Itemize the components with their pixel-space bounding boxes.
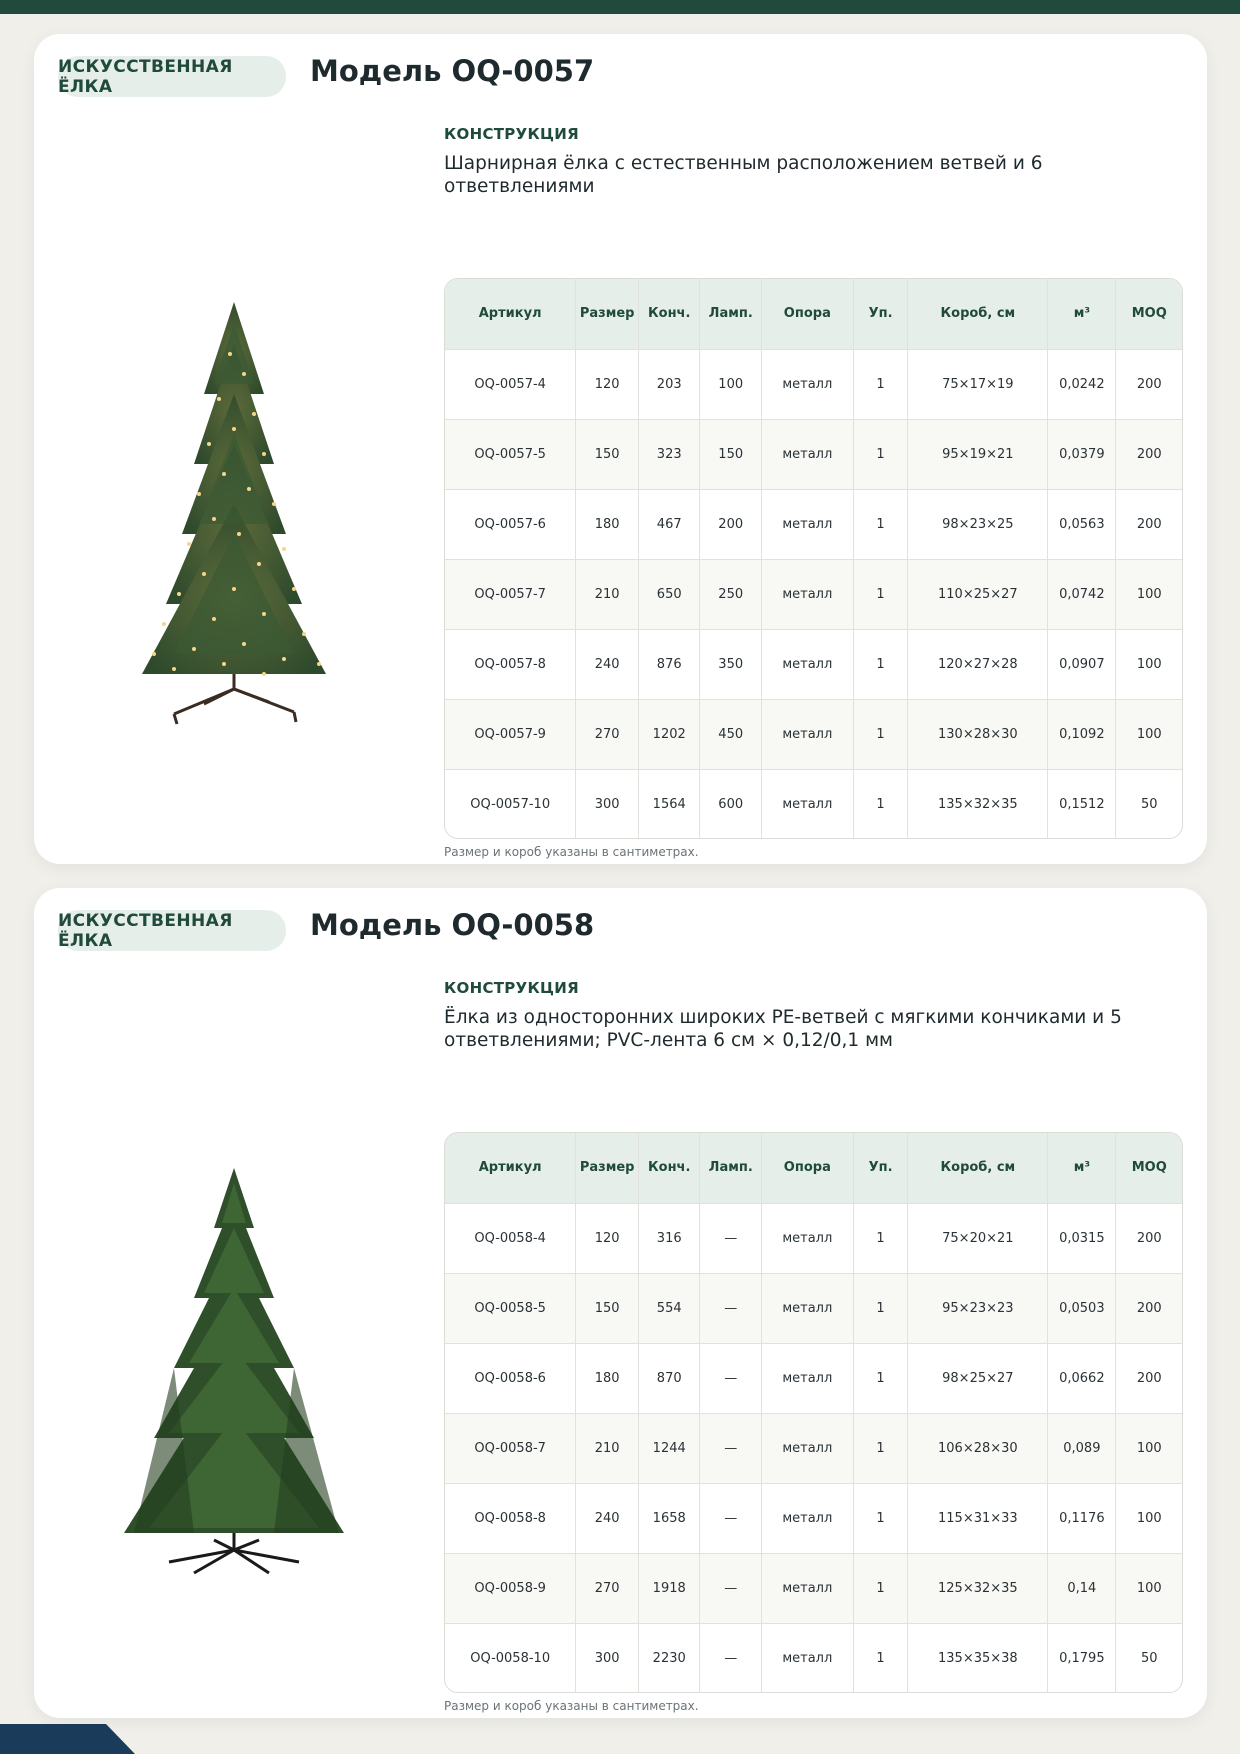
table-cell: 1 — [853, 629, 908, 699]
table-cell: металл — [761, 1623, 853, 1693]
table-cell: металл — [761, 629, 853, 699]
col-header: Артикул — [445, 279, 576, 349]
col-header: MOQ — [1116, 1133, 1182, 1203]
table-cell: 110×25×27 — [908, 559, 1048, 629]
table-cell: 1 — [853, 1623, 908, 1693]
table-header-row — [445, 1133, 1182, 1203]
table-cell: металл — [761, 349, 853, 419]
table-cell: металл — [761, 1483, 853, 1553]
table-cell: 1202 — [638, 699, 700, 769]
table-cell: — — [700, 1483, 762, 1553]
table-cell: 300 — [576, 769, 639, 839]
table-cell: 120 — [576, 1203, 639, 1273]
table-cell: 250 — [700, 559, 762, 629]
product-card — [34, 888, 1207, 1718]
table-cell: 95×19×21 — [908, 419, 1048, 489]
col-header: м³ — [1048, 279, 1116, 349]
table-cell: 0,1176 — [1048, 1483, 1116, 1553]
table-header-row — [445, 279, 1182, 349]
table-cell: 98×25×27 — [908, 1343, 1048, 1413]
table-cell: 120×27×28 — [908, 629, 1048, 699]
table-row — [445, 349, 1182, 419]
table-cell: 75×20×21 — [908, 1203, 1048, 1273]
table-row — [445, 699, 1182, 769]
table-cell: 100 — [1116, 559, 1182, 629]
table-cell: OQ-0057-5 — [445, 419, 576, 489]
table-cell: 270 — [576, 699, 639, 769]
specs-table — [444, 278, 1183, 839]
section-label: КОНСТРУКЦИЯ — [444, 125, 579, 143]
category-badge: ИСКУССТВЕННАЯ ЁЛКА — [58, 910, 286, 951]
christmas-tree-image — [54, 1088, 414, 1608]
col-header: Уп. — [853, 1133, 908, 1203]
table-cell: 316 — [638, 1203, 700, 1273]
product-description: Шарнирная ёлка с естественным расположением ветвей и 6 ответвлениями — [444, 153, 1043, 197]
table-cell: 0,0503 — [1048, 1273, 1116, 1343]
col-header: Опора — [761, 1133, 853, 1203]
table-cell: 870 — [638, 1343, 700, 1413]
table-cell: металл — [761, 559, 853, 629]
table-cell: 203 — [638, 349, 700, 419]
table-cell: 0,0379 — [1048, 419, 1116, 489]
table-cell: — — [700, 1343, 762, 1413]
table-cell: 98×23×25 — [908, 489, 1048, 559]
table-cell: 0,1795 — [1048, 1623, 1116, 1693]
col-header: Конч. — [638, 279, 700, 349]
table-cell: OQ-0057-8 — [445, 629, 576, 699]
table-cell: 200 — [1116, 1203, 1182, 1273]
table-cell: 210 — [576, 559, 639, 629]
lit-christmas-tree-image — [54, 234, 414, 754]
table-cell: 100 — [1116, 1483, 1182, 1553]
table-cell: 1 — [853, 1483, 908, 1553]
col-header: Артикул — [445, 1133, 576, 1203]
table-cell: 240 — [576, 629, 639, 699]
table-cell: 0,0242 — [1048, 349, 1116, 419]
table-cell: OQ-0058-10 — [445, 1623, 576, 1693]
table-cell: 1918 — [638, 1553, 700, 1623]
footnote: Размер и короб указаны в сантиметрах. — [444, 845, 699, 859]
table-cell: металл — [761, 699, 853, 769]
table-cell: 95×23×23 — [908, 1273, 1048, 1343]
col-header: Уп. — [853, 279, 908, 349]
table-cell: 125×32×35 — [908, 1553, 1048, 1623]
table-cell: 0,0315 — [1048, 1203, 1116, 1273]
section-label: КОНСТРУКЦИЯ — [444, 979, 579, 997]
table-cell: 0,1092 — [1048, 699, 1116, 769]
table-row — [445, 1623, 1182, 1693]
table-cell: 200 — [1116, 419, 1182, 489]
table-cell: 1564 — [638, 769, 700, 839]
col-header: Конч. — [638, 1133, 700, 1203]
table-cell: 1 — [853, 559, 908, 629]
table-cell: 100 — [1116, 629, 1182, 699]
table-row — [445, 419, 1182, 489]
table-cell: 1 — [853, 1553, 908, 1623]
corner-decoration — [0, 1724, 135, 1754]
table-cell: 200 — [700, 489, 762, 559]
product-title: Модель OQ-0057 — [310, 54, 595, 88]
table-cell: 1244 — [638, 1413, 700, 1483]
table-cell: OQ-0057-9 — [445, 699, 576, 769]
table-cell: 50 — [1116, 1623, 1182, 1693]
col-header: Размер — [576, 1133, 639, 1203]
table-cell: 270 — [576, 1553, 639, 1623]
product-description: Ёлка из односторонних широких PE-ветвей с мягкими кончиками и 5 ответвлениями; PVC-лента 6 см × 0,12/0,1 мм — [444, 1007, 1122, 1051]
table-cell: 554 — [638, 1273, 700, 1343]
table-cell: 1 — [853, 1273, 908, 1343]
table-cell: 1 — [853, 1203, 908, 1273]
table-cell: 120 — [576, 349, 639, 419]
table-cell: 100 — [700, 349, 762, 419]
table-cell: 0,14 — [1048, 1553, 1116, 1623]
table-cell: 100 — [1116, 699, 1182, 769]
table-cell: 600 — [700, 769, 762, 839]
specs-table — [444, 1132, 1183, 1693]
table-cell: 1 — [853, 419, 908, 489]
table-cell: OQ-0058-6 — [445, 1343, 576, 1413]
table-cell: металл — [761, 1203, 853, 1273]
col-header: Ламп. — [700, 279, 762, 349]
table-cell: металл — [761, 419, 853, 489]
category-badge: ИСКУССТВЕННАЯ ЁЛКА — [58, 56, 286, 97]
table-cell: металл — [761, 1413, 853, 1483]
table-cell: 106×28×30 — [908, 1413, 1048, 1483]
table-cell: 135×32×35 — [908, 769, 1048, 839]
col-header: Короб, см — [908, 1133, 1048, 1203]
table-cell: 50 — [1116, 769, 1182, 839]
table-cell: 200 — [1116, 1273, 1182, 1343]
table-cell: 180 — [576, 489, 639, 559]
table-cell: 0,0662 — [1048, 1343, 1116, 1413]
table-cell: 467 — [638, 489, 700, 559]
table-row — [445, 769, 1182, 839]
table-cell: — — [700, 1273, 762, 1343]
table-cell: 115×31×33 — [908, 1483, 1048, 1553]
table-body — [445, 1203, 1182, 1693]
table-cell: 0,1512 — [1048, 769, 1116, 839]
table-cell: 450 — [700, 699, 762, 769]
table-body — [445, 349, 1182, 839]
table-cell: 2230 — [638, 1623, 700, 1693]
col-header: MOQ — [1116, 279, 1182, 349]
col-header: Короб, см — [908, 279, 1048, 349]
table-cell: 150 — [576, 419, 639, 489]
table-cell: OQ-0058-7 — [445, 1413, 576, 1483]
table-cell: 100 — [1116, 1413, 1182, 1483]
table-cell: OQ-0057-4 — [445, 349, 576, 419]
table-cell: 150 — [576, 1273, 639, 1343]
table-cell: — — [700, 1203, 762, 1273]
table-cell: OQ-0057-6 — [445, 489, 576, 559]
table-row — [445, 1553, 1182, 1623]
product-card — [34, 34, 1207, 864]
table-cell: 1658 — [638, 1483, 700, 1553]
table-cell: 876 — [638, 629, 700, 699]
table-cell: 200 — [1116, 489, 1182, 559]
table-row — [445, 1483, 1182, 1553]
table-cell: — — [700, 1623, 762, 1693]
table-cell: 200 — [1116, 349, 1182, 419]
table-cell: OQ-0058-9 — [445, 1553, 576, 1623]
col-header: Размер — [576, 279, 639, 349]
product-title: Модель OQ-0058 — [310, 908, 595, 942]
table-cell: 1 — [853, 769, 908, 839]
table-cell: 210 — [576, 1413, 639, 1483]
footnote: Размер и короб указаны в сантиметрах. — [444, 1699, 699, 1713]
table-cell: 100 — [1116, 1553, 1182, 1623]
table-cell: 150 — [700, 419, 762, 489]
col-header: Ламп. — [700, 1133, 762, 1203]
table-cell: 350 — [700, 629, 762, 699]
table-row — [445, 1343, 1182, 1413]
table-cell: металл — [761, 1553, 853, 1623]
table-cell: 180 — [576, 1343, 639, 1413]
table-cell: OQ-0057-10 — [445, 769, 576, 839]
table-row — [445, 1203, 1182, 1273]
table-cell: 0,0907 — [1048, 629, 1116, 699]
table-cell: металл — [761, 1343, 853, 1413]
table-cell: OQ-0057-7 — [445, 559, 576, 629]
table-cell: 1 — [853, 489, 908, 559]
table-cell: 135×35×38 — [908, 1623, 1048, 1693]
table-cell: металл — [761, 1273, 853, 1343]
table-cell: 650 — [638, 559, 700, 629]
table-cell: 0,0742 — [1048, 559, 1116, 629]
table-cell: 130×28×30 — [908, 699, 1048, 769]
table-cell: 75×17×19 — [908, 349, 1048, 419]
table-cell: OQ-0058-5 — [445, 1273, 576, 1343]
table-cell: 1 — [853, 1413, 908, 1483]
table-cell: металл — [761, 769, 853, 839]
table-row — [445, 559, 1182, 629]
table-cell: 0,089 — [1048, 1413, 1116, 1483]
table-row — [445, 1413, 1182, 1483]
table-cell: — — [700, 1553, 762, 1623]
top-accent-bar — [0, 0, 1240, 14]
table-cell: 1 — [853, 349, 908, 419]
table-cell: 323 — [638, 419, 700, 489]
table-cell: металл — [761, 489, 853, 559]
table-cell: — — [700, 1413, 762, 1483]
table-cell: 1 — [853, 1343, 908, 1413]
col-header: м³ — [1048, 1133, 1116, 1203]
table-cell: OQ-0058-4 — [445, 1203, 576, 1273]
table-row — [445, 629, 1182, 699]
table-cell: 1 — [853, 699, 908, 769]
table-cell: 300 — [576, 1623, 639, 1693]
table-row — [445, 489, 1182, 559]
col-header: Опора — [761, 279, 853, 349]
table-cell: OQ-0058-8 — [445, 1483, 576, 1553]
table-cell: 240 — [576, 1483, 639, 1553]
table-cell: 200 — [1116, 1343, 1182, 1413]
table-cell: 0,0563 — [1048, 489, 1116, 559]
table-row — [445, 1273, 1182, 1343]
